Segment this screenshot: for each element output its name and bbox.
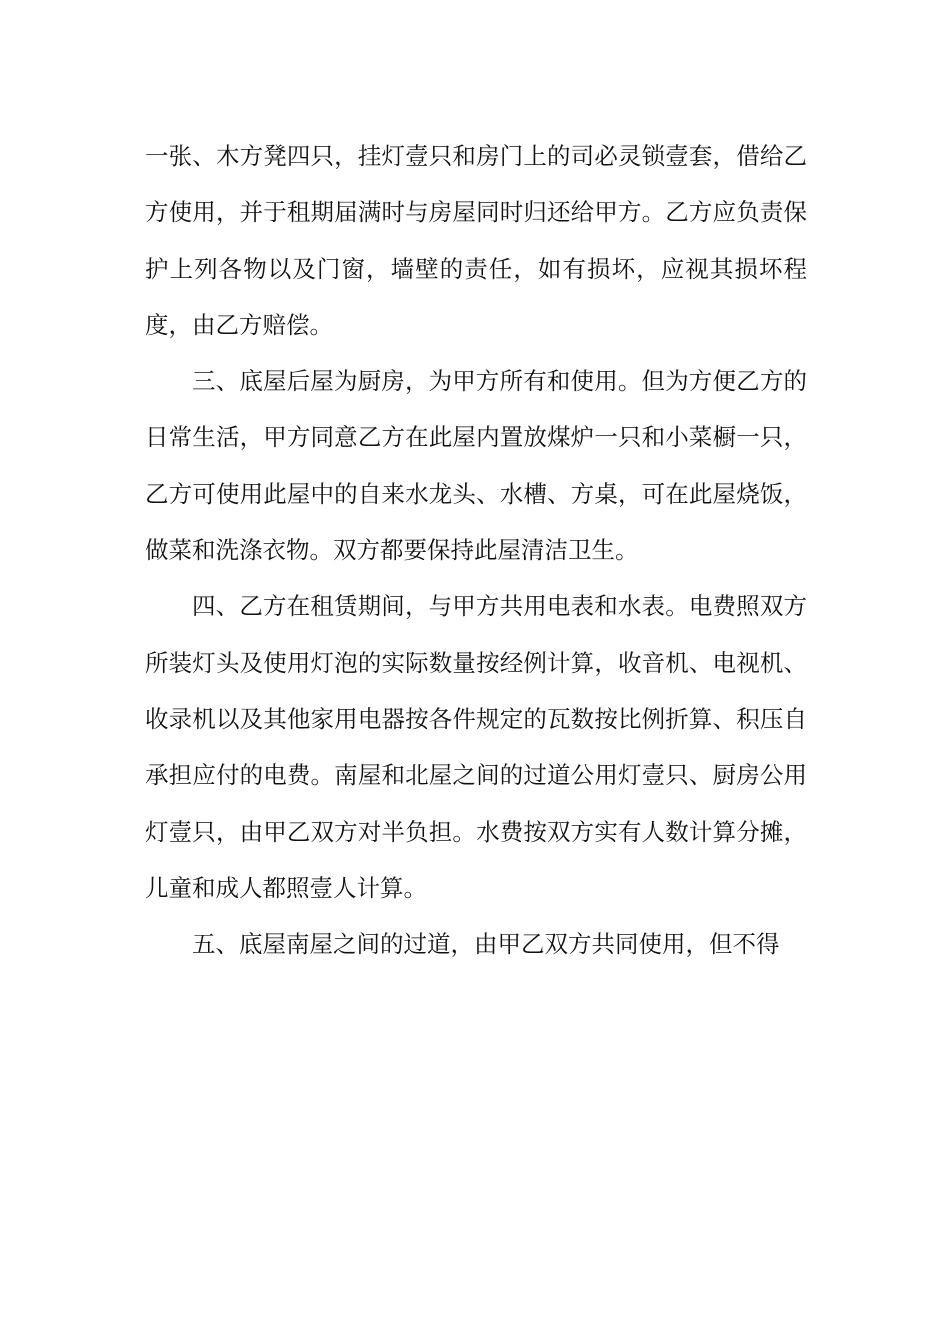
paragraph-clause-four: 四、乙方在租赁期间，与甲方共用电表和水表。电费照双方所装灯头及使用灯泡的实际数量按经例计算，收音机、电视机、收录机以及其他家用电器按各件规定的瓦数按比例折算、积压自承担应付的电费。南屋和北屋之间的过道公用灯壹只、厨房公用灯壹只，由甲乙双方对半负担。水费按双方实有人数计算分摊，儿童和成人都照壹人计算。: [145, 592, 807, 902]
document-body: [145, 128, 807, 972]
paragraph-clause-three: 三、底屋后屋为厨房，为甲方所有和使用。但为方便乙方的日常生活，甲方同意乙方在此屋内置放煤炉一只和小菜橱一只，乙方可使用此屋中的自来水龙头、水槽、方桌，可在此屋烧饭，做菜和洗涤衣物。双方都要保持此屋清洁卫生。: [145, 367, 807, 565]
paragraph-clause-five: 五、底屋南屋之间的过道，由甲乙双方共同使用，但不得: [192, 930, 780, 959]
paragraph-continuation: 一张、木方凳四只，挂灯壹只和房门上的司必灵锁壹套，借给乙方使用，并于租期届满时与房屋同时归还给甲方。乙方应负责保护上列各物以及门窗，墙壁的责任，如有损坏，应视其损坏程度，由乙方赔偿。: [145, 142, 807, 339]
